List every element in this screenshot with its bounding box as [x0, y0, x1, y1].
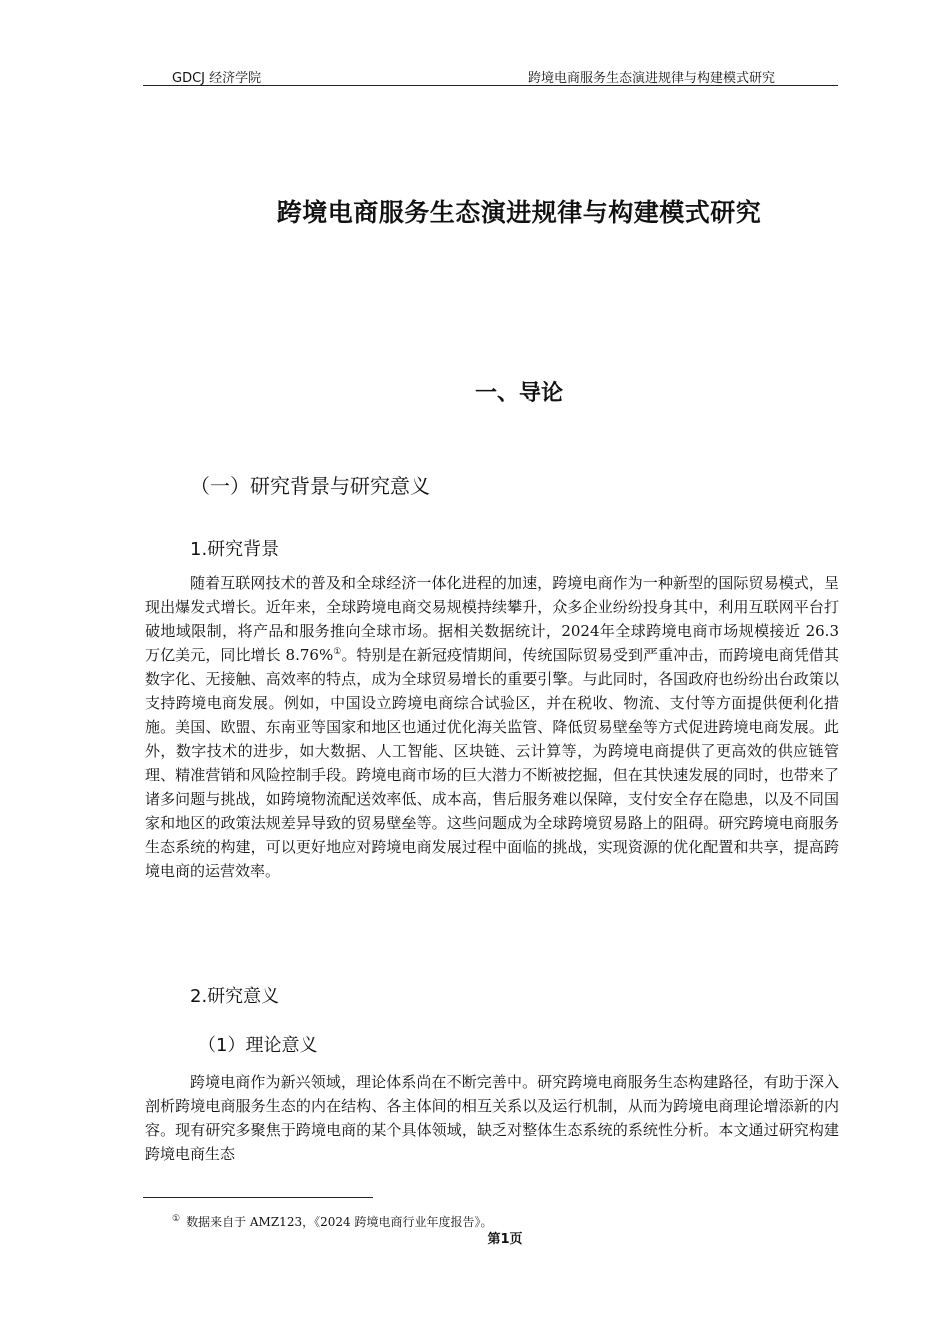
footnote-text: 数据来自于 AMZ123，《2024 跨境电商行业年度报告》。: [186, 1215, 493, 1229]
header-left: GDCJ 经济学院: [172, 71, 262, 86]
footnote-reference[interactable]: ①: [333, 647, 342, 657]
theory-heading: （1）理论意义: [198, 1035, 318, 1056]
subsection-heading: （一）研究背景与研究意义: [190, 474, 430, 498]
header-divider: [143, 85, 838, 86]
background-text-part1: 随着互联网技术的普及和全球经济一体化进程的加速，跨境电商作为一种新型的国际贸易模式，呈现出爆发式增长。近年来，全球跨境电商交易规模持续攀升，众多企业纷纷投身其中，利用互联网平台打破地域限制，将产品和服务推向全球市场。据相关数据统计，2024年全球跨境电商市场规模接近 26.3 万亿美元，同比增长 8.76%: [145, 574, 839, 664]
theory-paragraph: 跨境电商作为新兴领域，理论体系尚在不断完善中。研究跨境电商服务生态构建路径，有助于深入剖析跨境电商服务生态的内在结构、各主体间的相互关系以及运行机制，从而为跨境电商理论增添新的内容。现有研究多聚焦于跨境电商的某个具体领域，缺乏对整体生态系统的系统性分析。本文通过研究构建跨境电商生态: [145, 1073, 839, 1163]
background-heading: 1.研究背景: [190, 539, 280, 560]
header-right: 跨境电商服务生态演进规律与构建模式研究: [527, 71, 775, 86]
document-title: 跨境电商服务生态演进规律与构建模式研究: [276, 198, 762, 227]
section-heading: 一、导论: [474, 381, 563, 406]
footnote-divider: [143, 1197, 373, 1198]
background-paragraph: [145, 571, 839, 883]
page-number: 第1页: [487, 1232, 523, 1247]
significance-heading: 2.研究意义: [190, 986, 280, 1007]
footnote-mark: ①: [172, 1214, 181, 1224]
background-text-part2: 。特别是在新冠疫情期间，传统国际贸易受到严重冲击，而跨境电商凭借其数字化、无接触、高效率的特点，成为全球贸易增长的重要引擎。与此同时，各国政府也纷纷出台政策以支持跨境电商发展。例如，中国设立跨境电商综合试验区，并在税收、物流、支付等方面提供便利化措施。美国、欧盟、东南亚等国家和地区也通过优化海关监管、降低贸易壁垒等方式促进跨境电商发展。此外，数字技术的进步，如大数据、人工智能、区块链、云计算等，为跨境电商提供了更高效的供应链管理、精准营销和风险控制手段。跨境电商市场的巨大潜力不断被挖掘，但在其快速发展的同时，也带来了诸多问题与挑战，如跨境物流配送效率低、成本高，售后服务难以保障，支付安全存在隐患，以及不同国家和地区的政策法规差异导致的贸易壁垒等。这些问题成为全球跨境贸易路上的阻碍。研究跨境电商服务生态系统的构建，可以更好地应对跨境电商发展过程中面临的挑战，实现资源的优化配置和共享，提高跨境电商的运营效率。: [145, 646, 839, 880]
